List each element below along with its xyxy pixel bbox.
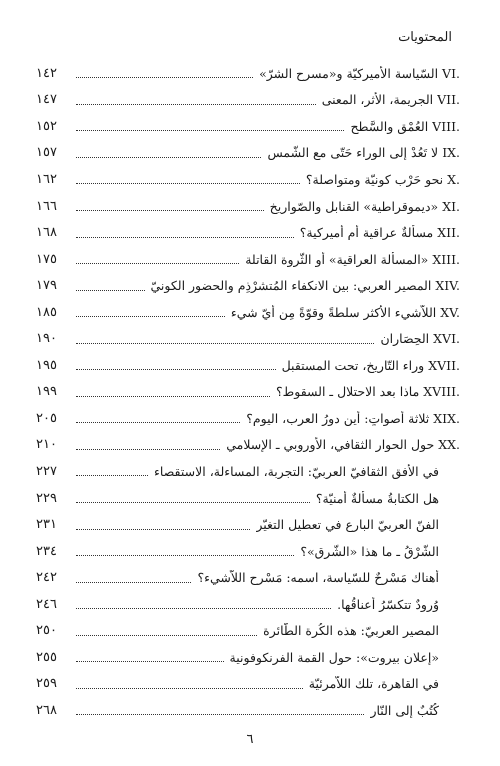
dot-leader bbox=[76, 501, 310, 503]
toc-entry-title: «ديموقراطية» القنابل والصّواريخ bbox=[269, 198, 439, 214]
toc-entry-title: نحو حَرْب كونيّة ومتواصلة؟ bbox=[305, 171, 444, 187]
toc-entry-number: VII. bbox=[437, 92, 460, 108]
toc-entry-page: ٢٣١ bbox=[36, 517, 57, 533]
dot-leader bbox=[76, 342, 374, 344]
toc-entry-title: وُرودٌ تتكسّرُ أعناقُها. bbox=[337, 596, 439, 612]
page-number: ٦ bbox=[246, 732, 254, 747]
toc-entry-number: VIII. bbox=[432, 118, 460, 134]
toc-entry-number: XIII. bbox=[432, 251, 460, 267]
toc-entry-page: ١٩٠ bbox=[36, 331, 57, 347]
table-of-contents bbox=[0, 60, 500, 724]
toc-entry-page: ١٦٨ bbox=[36, 225, 57, 241]
toc-entry-title: ماذا بعد الاحتلال ـ السقوط؟ bbox=[276, 384, 420, 400]
toc-entry-title: الفنّ العربيّ البارع في تعطيل التغيّر bbox=[256, 517, 439, 533]
toc-entry-title: كُتُبٌ إلى النّار bbox=[370, 702, 439, 718]
toc-entry-page: ١٦٦ bbox=[36, 198, 57, 214]
dot-leader bbox=[76, 660, 224, 662]
dot-leader bbox=[76, 129, 344, 131]
dot-leader bbox=[76, 634, 257, 636]
toc-entry bbox=[0, 564, 500, 591]
toc-entry bbox=[0, 538, 500, 565]
toc-entry-title: الشّرْقُ ـ ما هذا «الشّرق»؟ bbox=[300, 543, 439, 559]
toc-entry-number: XVIII. bbox=[423, 384, 460, 400]
toc-entry bbox=[0, 591, 500, 618]
toc-entry-number: X. bbox=[447, 171, 460, 187]
dot-leader bbox=[76, 262, 239, 264]
toc-entry-page: ٢٥٥ bbox=[36, 649, 57, 665]
dot-leader bbox=[76, 554, 294, 556]
toc-entry-title: وراء التّاريخ، تحت المستقبل bbox=[281, 357, 425, 373]
toc-entry-page: ٢٦٨ bbox=[36, 702, 57, 718]
toc-entry-page: ٢١٠ bbox=[36, 437, 57, 453]
toc-entry-page: ١٧٥ bbox=[36, 251, 57, 267]
running-head: المحتويات bbox=[398, 30, 452, 45]
toc-entry-page: ٢٤٦ bbox=[36, 596, 57, 612]
dot-leader bbox=[76, 76, 253, 78]
toc-entry bbox=[0, 140, 500, 167]
dot-leader bbox=[76, 687, 303, 689]
toc-entry bbox=[0, 166, 500, 193]
toc-entry bbox=[0, 60, 500, 87]
toc-entry-page: ٢٠٥ bbox=[36, 410, 57, 426]
toc-entry-title: في القاهرة، تلك اللاّمرئيّة bbox=[308, 676, 439, 692]
toc-entry-number: XVII. bbox=[428, 357, 460, 373]
toc-entry-title: العُمْق والسَّطح bbox=[350, 118, 429, 134]
toc-entry bbox=[0, 87, 500, 114]
toc-entry-title: أهناك مَسْرحٌ للسّياسة، اسمه: مَسْرح اللاّشيء؟ bbox=[197, 570, 439, 586]
dot-leader bbox=[76, 421, 240, 423]
toc-entry-title: هل الكتابةُ مسألةٌ أمنيّة؟ bbox=[315, 490, 439, 506]
dot-leader bbox=[76, 368, 276, 370]
toc-entry bbox=[0, 299, 500, 326]
toc-entry-title: «إعلان بيروت»: حول القمة الفرنكوفونية bbox=[229, 649, 439, 665]
dot-leader bbox=[76, 474, 148, 476]
toc-entry-title: «المسألة العراقية» أو الثّروة القاتلة bbox=[245, 251, 429, 267]
toc-entry bbox=[0, 272, 500, 299]
toc-entry-page: ١٥٧ bbox=[36, 145, 57, 161]
toc-entry-number: XX. bbox=[438, 437, 460, 453]
toc-entry bbox=[0, 219, 500, 246]
toc-entry bbox=[0, 246, 500, 273]
toc-entry-page: ١٤٧ bbox=[36, 92, 57, 108]
toc-entry bbox=[0, 617, 500, 644]
toc-entry-title: الجريمة، الأثر، المعنى bbox=[321, 92, 434, 108]
toc-entry-number: XIV. bbox=[435, 278, 460, 294]
toc-entry bbox=[0, 697, 500, 724]
dot-leader bbox=[76, 289, 145, 291]
dot-leader bbox=[76, 528, 250, 530]
toc-entry-title: لا تَعُدْ إلى الوراء حَتّى مع الشّمس bbox=[267, 145, 439, 161]
dot-leader bbox=[76, 209, 264, 211]
toc-entry-page: ١٦٢ bbox=[36, 171, 57, 187]
toc-entry-page: ٢٢٧ bbox=[36, 463, 57, 479]
toc-entry-number: XI. bbox=[442, 198, 460, 214]
toc-entry-page: ٢٣٤ bbox=[36, 543, 57, 559]
toc-entry-page: ٢٤٢ bbox=[36, 570, 57, 586]
toc-entry-page: ٢٥٩ bbox=[36, 676, 57, 692]
toc-entry-page: ١٧٩ bbox=[36, 278, 57, 294]
toc-entry-title: الحِصَاران bbox=[380, 331, 430, 347]
toc-entry-number: VI. bbox=[442, 65, 460, 81]
toc-entry-page: ١٩٥ bbox=[36, 357, 57, 373]
toc-entry-title: السّياسة الأميركيّة و«مسرح الشرّ» bbox=[259, 65, 439, 81]
toc-entry-number: IX. bbox=[442, 145, 460, 161]
toc-entry-number: XII. bbox=[437, 225, 460, 241]
toc-entry-title: ثلاثة أصواتٍ: أين دورُ العرب، اليوم؟ bbox=[246, 410, 430, 426]
toc-entry bbox=[0, 405, 500, 432]
dot-leader bbox=[76, 156, 261, 158]
toc-entry bbox=[0, 352, 500, 379]
toc-entry bbox=[0, 671, 500, 698]
toc-entry bbox=[0, 511, 500, 538]
toc-entry-title: اللاّشيء الأكثر سلطةً وقوّةً مِن أيّ شيء bbox=[230, 304, 437, 320]
toc-entry-title: في الأفق الثقافيّ العربيّ: التجربة، المساءلة، الاستقصاء bbox=[154, 463, 439, 479]
dot-leader bbox=[76, 236, 294, 238]
dot-leader bbox=[76, 182, 300, 184]
toc-entry-number: XV. bbox=[440, 304, 460, 320]
toc-entry-page: ٢٢٩ bbox=[36, 490, 57, 506]
dot-leader bbox=[76, 607, 331, 609]
toc-entry-title: المصير العربيّ: هذه الكُرة الطّائرة bbox=[263, 623, 439, 639]
toc-entry-number: XIX. bbox=[433, 410, 460, 426]
toc-entry-title: حول الحوار الثقافي، الأوروبي ـ الإسلامي bbox=[226, 437, 435, 453]
toc-entry bbox=[0, 432, 500, 459]
toc-entry bbox=[0, 458, 500, 485]
toc-entry-page: ١٩٩ bbox=[36, 384, 57, 400]
toc-entry-number: XVI. bbox=[433, 331, 460, 347]
toc-entry bbox=[0, 644, 500, 671]
dot-leader bbox=[76, 448, 220, 450]
toc-entry-page: ٢٥٠ bbox=[36, 623, 57, 639]
toc-entry-title: مسألةٌ عراقية أم أميركية؟ bbox=[299, 225, 434, 241]
toc-entry bbox=[0, 113, 500, 140]
toc-entry-page: ١٥٢ bbox=[36, 118, 57, 134]
toc-entry-page: ١٤٢ bbox=[36, 65, 57, 81]
dot-leader bbox=[76, 395, 270, 397]
toc-entry bbox=[0, 485, 500, 512]
toc-entry-page: ١٨٥ bbox=[36, 304, 57, 320]
dot-leader bbox=[76, 713, 364, 715]
dot-leader bbox=[76, 581, 191, 583]
toc-entry bbox=[0, 193, 500, 220]
dot-leader bbox=[76, 315, 225, 317]
toc-entry bbox=[0, 325, 500, 352]
toc-entry-title: المصير العربي: بين الانكفاء المُتشرْذِم والحضور الكونيّ bbox=[150, 278, 432, 294]
dot-leader bbox=[76, 103, 316, 105]
toc-entry bbox=[0, 379, 500, 406]
